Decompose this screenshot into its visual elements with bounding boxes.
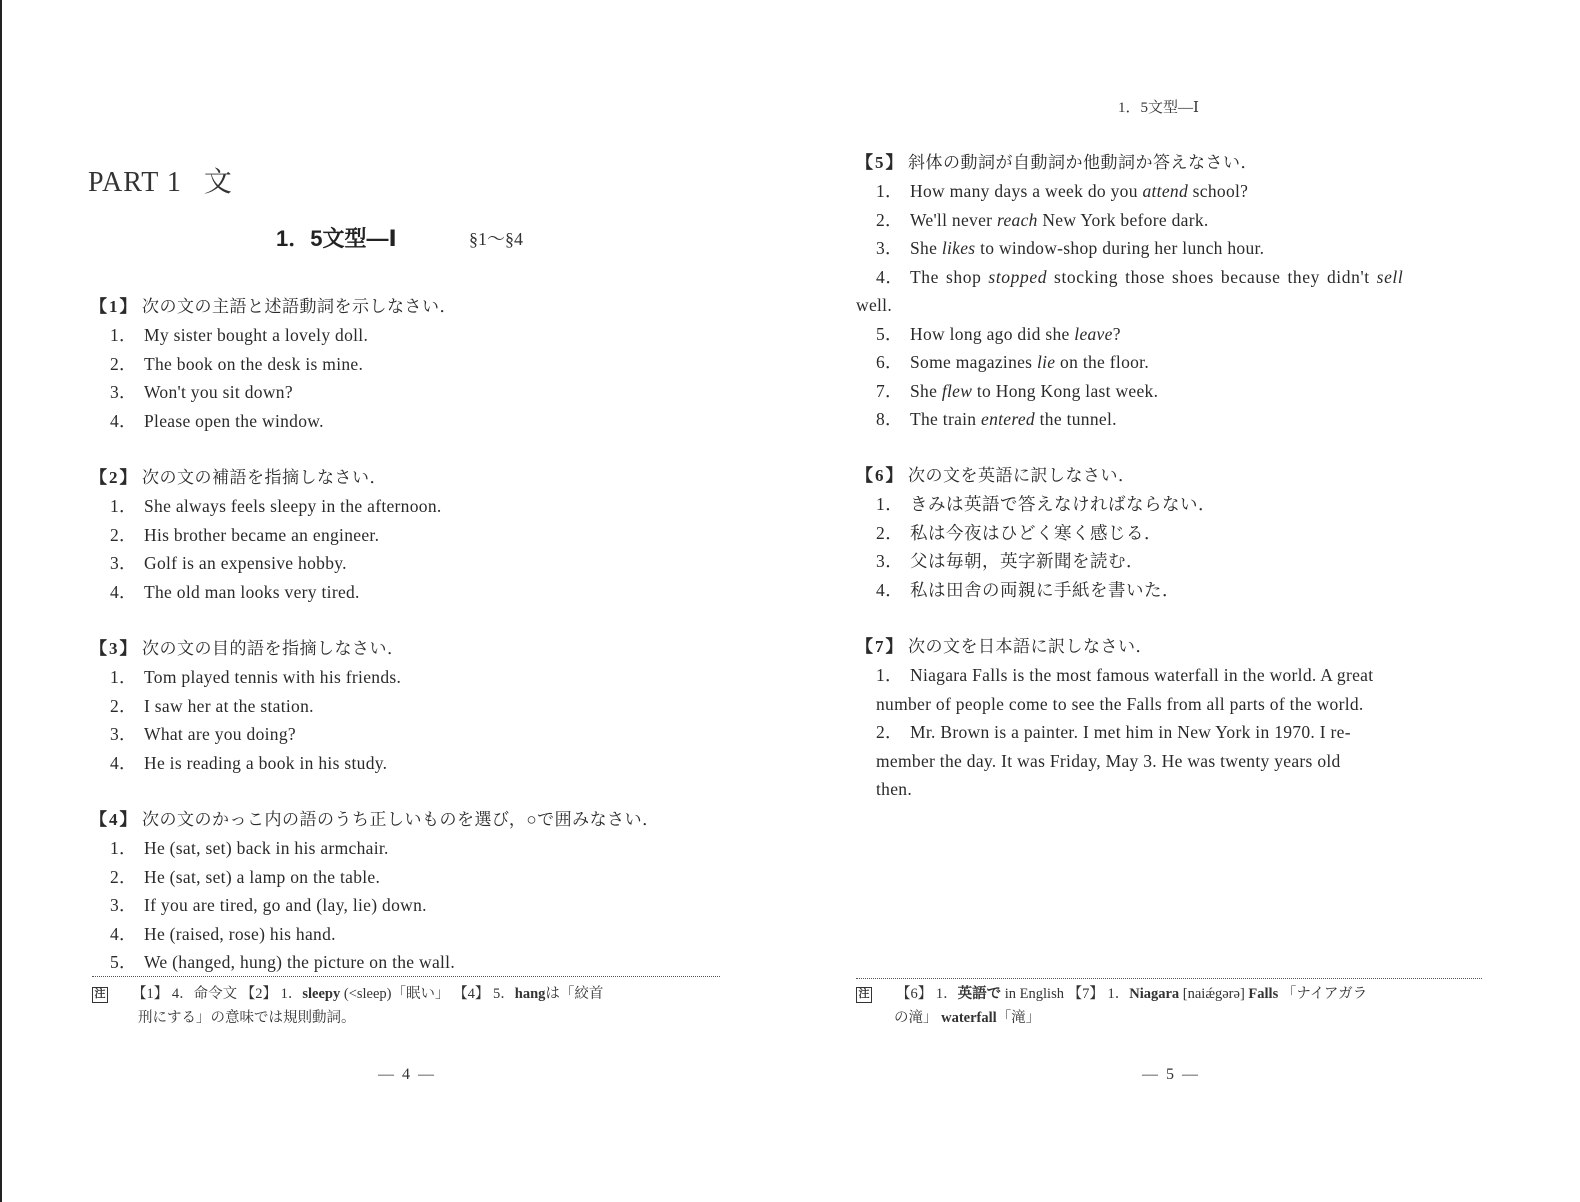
italic-verb: entered — [981, 409, 1035, 429]
item-continuation: well. — [856, 295, 893, 315]
footnote-line — [856, 982, 1506, 1006]
exercise-1 — [90, 293, 457, 435]
italic-verb: reach — [996, 209, 1038, 230]
item-continuation: then. — [876, 779, 913, 799]
exercise-item — [110, 749, 405, 778]
exercise-tag: 【5】 — [856, 153, 905, 172]
item-continuation: member the day. It was Friday, May 3. He was twenty years old — [876, 750, 1341, 771]
note-text: は「絞首 — [545, 986, 604, 1002]
chapter-title: 1．5文型—Ⅰ — [276, 226, 397, 251]
item-text: to Hong Kong last week. — [972, 380, 1159, 401]
exercise-instruction: 次の文の目的語を指摘しなさい． — [142, 639, 405, 658]
exercise-heading — [90, 635, 405, 663]
exercise-item — [876, 718, 1373, 747]
item-number: 3． — [110, 553, 137, 573]
item-text: She — [910, 380, 942, 401]
item-text: Mr. Brown is a painter. I met him in New York in 1970. I re- — [910, 722, 1351, 742]
footnote — [856, 982, 1506, 1030]
item-text: He is reading a book in his study. — [144, 752, 388, 773]
note-term: waterfall — [941, 1010, 997, 1026]
exercise-item — [876, 490, 1216, 519]
item-text: He (sat, set) back in his armchair. — [144, 838, 389, 858]
item-text: きみは英語で答えなければならない． — [910, 494, 1216, 514]
note-term: sleepy — [302, 986, 341, 1002]
note-term: Niagara — [1129, 986, 1180, 1002]
exercise-item — [876, 177, 1403, 206]
note-text: [naiǽgərə] — [1179, 986, 1249, 1002]
note-text: (<sleep)「眠い」 【4】 5． — [340, 986, 515, 1002]
exercise-items — [856, 177, 1403, 434]
item-number: 4． — [876, 579, 904, 600]
exercise-item — [110, 350, 457, 379]
italic-verb: sell — [1376, 266, 1404, 287]
exercise-tag: 【7】 — [856, 637, 905, 656]
italic-verb: flew — [941, 380, 973, 401]
page-number: — 4 — — [378, 1066, 436, 1083]
exercise-item — [110, 891, 660, 920]
item-number: 5． — [876, 323, 903, 344]
note-text: 「滝」 — [996, 1010, 1041, 1026]
exercise-items — [90, 663, 405, 777]
exercise-item — [110, 407, 457, 436]
item-text: ? — [1112, 323, 1121, 344]
right-page — [790, 0, 1580, 1202]
italic-verb: lie — [1036, 352, 1056, 372]
exercise-item — [876, 206, 1403, 235]
exercise-item — [876, 576, 1216, 605]
part-word: 文 — [203, 167, 233, 198]
exercise-item — [110, 321, 457, 350]
item-text: She always feels sleepy in the afternoon. — [144, 496, 442, 516]
footnote-line — [92, 982, 732, 1006]
item-number: 2． — [876, 209, 903, 230]
exercise-instruction: 次の文を日本語に訳しなさい． — [908, 637, 1153, 656]
item-text: 私は今夜はひどく寒く感じる． — [910, 522, 1162, 543]
exercise-2 — [90, 464, 442, 606]
exercise-items — [856, 661, 1373, 804]
exercise-item — [110, 521, 442, 550]
item-number: 1． — [876, 181, 903, 201]
note-term: 英語で — [957, 986, 1002, 1002]
exercise-heading — [90, 806, 660, 834]
item-number: 1． — [110, 325, 137, 345]
note-text: in English 【7】 1． — [1001, 986, 1130, 1002]
footnote-line — [856, 1006, 1506, 1030]
item-number: 1． — [110, 496, 137, 516]
exercise-item — [876, 547, 1216, 576]
item-number: 6． — [876, 352, 903, 372]
exercise-items — [856, 490, 1216, 604]
exercise-item — [876, 234, 1403, 263]
footnote-rule — [92, 976, 720, 977]
note-mark-icon: 注 — [856, 987, 872, 1003]
chapter-sections: §1～§4 — [469, 229, 523, 249]
exercise-4 — [90, 806, 660, 977]
item-number: 2． — [110, 524, 137, 545]
note-text: 「ナイアガラ — [1278, 986, 1368, 1002]
item-text: She — [910, 238, 942, 258]
item-number: 5． — [110, 952, 137, 972]
item-text: I saw her at the station. — [144, 695, 314, 716]
exercise-tag: 【3】 — [90, 639, 139, 658]
item-text: My sister bought a lovely doll. — [144, 325, 369, 345]
item-number: 2． — [110, 353, 137, 374]
exercise-heading — [856, 149, 1403, 177]
exercise-item — [876, 320, 1403, 349]
note-term: hang — [514, 986, 546, 1002]
item-text: Won't you sit down? — [144, 382, 293, 402]
item-text: He (raised, rose) his hand. — [144, 923, 336, 944]
item-number: 3． — [110, 724, 137, 744]
item-number: 1． — [110, 838, 137, 858]
item-text: on the floor. — [1055, 352, 1150, 372]
item-text: If you are tired, go and (lay, lie) down. — [144, 895, 427, 915]
item-number: 2． — [110, 866, 137, 887]
running-head: 1．5文型—Ⅰ — [1118, 100, 1199, 116]
note-text: 【6】 1． — [896, 986, 958, 1002]
item-number: 3． — [110, 895, 137, 915]
item-text: We'll never — [910, 209, 997, 230]
exercise-item — [110, 720, 405, 749]
exercise-item — [110, 834, 660, 863]
exercise-instruction: 次の文のかっこ内の語のうち正しいものを選び，○で囲みなさい． — [142, 810, 660, 829]
item-number: 4． — [110, 581, 137, 602]
exercise-item — [110, 378, 457, 407]
exercise-items — [90, 492, 442, 606]
item-text: Golf is an expensive hobby. — [144, 553, 347, 573]
part-label: PART 1 — [88, 167, 182, 198]
note-text: 【1】 4．命令文 【2】 1． — [132, 986, 303, 1002]
exercise-item — [876, 377, 1403, 406]
item-number: 3． — [876, 551, 904, 571]
italic-verb: likes — [941, 238, 976, 258]
item-text: Tom played tennis with his friends. — [144, 667, 402, 687]
exercise-item — [110, 663, 405, 692]
item-text: 父は毎朝，英字新聞を読む． — [910, 551, 1144, 571]
item-number: 2． — [876, 522, 904, 543]
item-number: 2． — [110, 695, 137, 716]
item-text: Niagara Falls is the most famous waterfall in the world. A great — [910, 665, 1374, 685]
exercise-tag: 【4】 — [90, 810, 139, 829]
exercise-item — [110, 692, 405, 721]
exercise-item — [876, 405, 1403, 434]
exercise-3 — [90, 635, 405, 777]
exercise-item — [876, 348, 1403, 377]
exercise-item — [110, 578, 442, 607]
item-text: to window-shop during her lunch hour. — [975, 238, 1265, 258]
item-text: Some magazines — [910, 352, 1037, 372]
item-text: Please open the window. — [144, 410, 324, 431]
item-text: the tunnel. — [1034, 409, 1117, 429]
item-text: The old man looks very tired. — [144, 581, 360, 602]
exercise-tag: 【6】 — [856, 466, 905, 485]
item-number: 1． — [876, 665, 903, 685]
exercise-heading — [856, 462, 1216, 490]
exercise-item — [876, 263, 1403, 292]
exercise-item — [110, 920, 660, 949]
part-title — [88, 160, 247, 200]
footnote-rule — [856, 978, 1482, 979]
exercise-item — [110, 492, 442, 521]
item-continuation: number of people come to see the Falls from all parts of the world. — [876, 693, 1364, 714]
item-number: 4． — [110, 923, 137, 944]
note-mark-icon: 注 — [92, 987, 108, 1003]
item-text: stocking those shoes because they didn't — [1047, 266, 1377, 287]
item-text: He (sat, set) a lamp on the table. — [144, 866, 381, 887]
item-text: 私は田舎の両親に手紙を書いた． — [910, 579, 1180, 600]
exercise-7 — [856, 633, 1373, 804]
exercise-heading — [90, 293, 457, 321]
italic-verb: attend — [1142, 181, 1188, 201]
item-text: The train — [910, 409, 982, 429]
item-number: 4． — [110, 752, 137, 773]
note-text: の滝」 — [894, 1010, 942, 1026]
item-text: The book on the desk is mine. — [144, 353, 364, 374]
exercise-instruction: 斜体の動詞が自動詞か他動詞か答えなさい． — [908, 153, 1258, 172]
item-text: How many days a week do you — [910, 181, 1143, 201]
exercise-6 — [856, 462, 1216, 604]
exercise-instruction: 次の文の主語と述語動詞を示しなさい． — [142, 297, 457, 316]
item-number: 2． — [876, 722, 903, 742]
item-number: 4． — [110, 410, 137, 431]
exercise-item — [110, 948, 660, 977]
exercise-instruction: 次の文の補語を指摘しなさい． — [142, 468, 387, 487]
item-number: 1． — [876, 494, 904, 514]
exercise-5 — [856, 149, 1403, 434]
footnote — [92, 982, 732, 1030]
item-text: His brother became an engineer. — [144, 524, 380, 545]
exercise-item — [110, 863, 660, 892]
item-number: 3． — [876, 238, 903, 258]
exercise-item — [876, 661, 1373, 690]
item-text: What are you doing? — [144, 724, 296, 744]
item-text: school? — [1188, 181, 1249, 201]
item-number: 4． — [876, 266, 904, 287]
item-text: The shop — [910, 266, 989, 287]
exercise-item — [876, 519, 1216, 548]
page-number: — 5 — — [1142, 1066, 1200, 1083]
item-number: 8． — [876, 409, 903, 429]
exercise-items — [90, 834, 660, 977]
exercise-tag: 【1】 — [90, 297, 139, 316]
exercise-item — [110, 549, 442, 578]
exercise-items — [90, 321, 457, 435]
italic-verb: stopped — [988, 266, 1048, 287]
item-number: 1． — [110, 667, 137, 687]
italic-verb: leave — [1074, 323, 1113, 344]
item-text: We (hanged, hung) the picture on the wall. — [144, 952, 456, 972]
note-term: Falls — [1248, 986, 1279, 1002]
note-text: 刑にする」の意味では規則動詞。 — [138, 1010, 356, 1026]
exercise-heading — [856, 633, 1373, 661]
item-number: 3． — [110, 382, 137, 402]
item-number: 7． — [876, 380, 903, 401]
exercise-tag: 【2】 — [90, 468, 139, 487]
exercise-heading — [90, 464, 442, 492]
exercise-instruction: 次の文を英語に訳しなさい． — [908, 466, 1136, 485]
item-text: How long ago did she — [910, 323, 1075, 344]
item-text: New York before dark. — [1037, 209, 1209, 230]
